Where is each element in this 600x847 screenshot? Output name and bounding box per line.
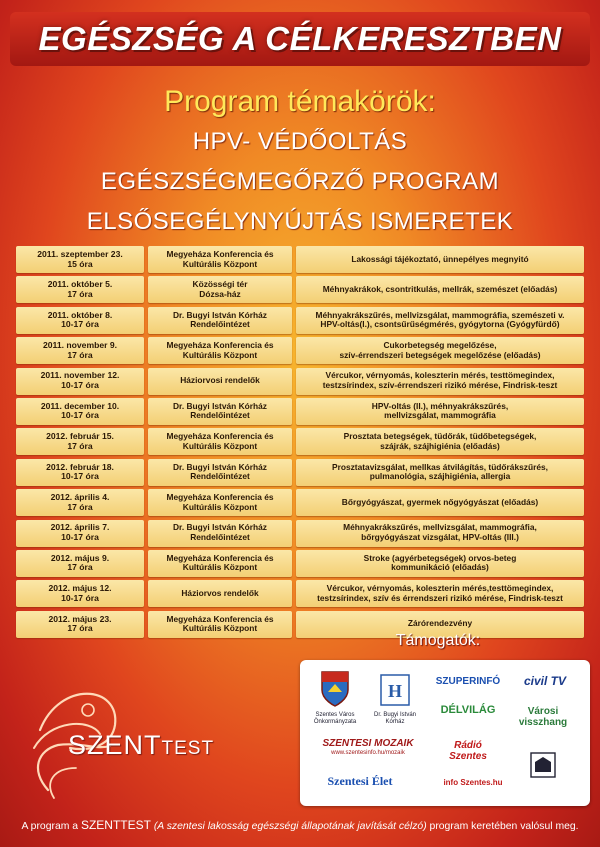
sponsor-infoszentes: info Szentes.hu (443, 778, 503, 787)
event-cell: Prosztata betegségek, tüdőrák, tüdőbetegségek, szájrák, szájhigiénia (előadás) (296, 428, 584, 455)
event-cell: Bőrgyógyászat, gyermek nőgyógyászat (előadás) (296, 489, 584, 516)
event-cell: Lakossági tájékoztató, ünnepélyes megnyitó (296, 246, 584, 273)
venue-cell: Dr. Bugyi István Kórház Rendelőintézet (148, 398, 292, 425)
szenttest-logo (30, 690, 280, 800)
venue-cell: Dr. Bugyi István Kórház Rendelőintézet (148, 307, 292, 334)
sponsors-title: Támogatók: (395, 632, 481, 649)
footer-prefix: A program a (21, 821, 81, 832)
venue-cell: Dr. Bugyi István Kórház Rendelőintézet (148, 459, 292, 486)
event-cell: Vércukor, vérnyomás, koleszterin mérés, testtömegindex, testzsírindex, szív-érrendszeri rizikó mérése, Findrisk-teszt (296, 368, 584, 395)
brand-name (68, 730, 214, 761)
venue-cell: Megyeháza Konferencia és Kultúrális Központ (148, 428, 292, 455)
event-cell: Prosztatavizsgálat, mellkas átvilágítás, tüdőrákszűrés, pulmanológia, szájhigiénia, allergia (296, 459, 584, 486)
sponsors-panel (300, 660, 590, 806)
table-row (16, 428, 584, 455)
date-cell: 2011. október 8. 10-17 óra (16, 307, 144, 334)
event-cell: HPV-oltás (II.), méhnyakrákszűrés, mellvizsgálat, mammográfia (296, 398, 584, 425)
schedule-table (16, 246, 584, 641)
date-cell: 2012. május 9. 17 óra (16, 550, 144, 577)
table-row (16, 580, 584, 607)
venue-cell: Háziorvos rendelők (148, 580, 292, 607)
venue-cell: Megyeháza Konferencia és Kultúrális Központ (148, 550, 292, 577)
event-cell: Cukorbetegség megelőzése, szív-érrendszeri betegségek megelőzése (előadás) (296, 337, 584, 364)
date-cell: 2012. április 7. 10-17 óra (16, 520, 144, 547)
sponsor-mozaik-url: www.szentesinfo.hu/mozaik (331, 750, 405, 756)
date-cell: 2011. december 10. 10-17 óra (16, 398, 144, 425)
date-cell: 2012. május 12. 10-17 óra (16, 580, 144, 607)
sponsor-korhaz: Dr. Bugyi István Kórház (373, 712, 417, 725)
date-cell: 2012. február 18. 10-17 óra (16, 459, 144, 486)
sponsor-szentesi-elet: Szentesi Élet (327, 774, 393, 788)
sponsor-onkormanyzat: Szentes Város Önkormányzata (313, 712, 357, 725)
footer-brand-name: SZENTTEST (80, 818, 151, 832)
svg-text:H: H (387, 681, 403, 701)
table-row (16, 489, 584, 516)
topic-health-program: EGÉSZSÉGMEGŐRZŐ PROGRAM (100, 168, 500, 195)
footer-note (0, 818, 600, 832)
sponsor-radio: Rádió Szentes (449, 740, 487, 762)
venue-cell: Megyeháza Konferencia és Kultúrális Központ (148, 246, 292, 273)
date-cell: 2012. április 4. 17 óra (16, 489, 144, 516)
event-cell: Méhnyakrákszűrés, mellvizsgálat, mammográfia, bőrgyógyászat vizsgálat, HPV-oltás (III.) (296, 520, 584, 547)
table-row (16, 368, 584, 395)
brand-name-small: TEST (161, 738, 215, 759)
topics-heading: Program témakörök: (164, 85, 436, 118)
coat-of-arms-icon (318, 668, 352, 708)
table-row (16, 520, 584, 547)
topic-hpv: HPV- VÉDŐOLTÁS (192, 128, 408, 155)
date-cell: 2012. február 15. 17 óra (16, 428, 144, 455)
event-cell: Stroke (agyérbetegségek) orvos-beteg kommunikáció (előadás) (296, 550, 584, 577)
date-cell: 2011. november 12. 10-17 óra (16, 368, 144, 395)
hospital-logo-icon (380, 674, 410, 706)
table-row (16, 337, 584, 364)
table-row (16, 459, 584, 486)
venue-cell: Megyeháza Konferencia és Kultúrális Központ (148, 611, 292, 638)
sponsor-varosi: Városi visszhang (518, 706, 568, 728)
venue-cell: Dr. Bugyi István Kórház Rendelőintézet (148, 520, 292, 547)
date-cell: 2011. november 9. 17 óra (16, 337, 144, 364)
table-row (16, 307, 584, 334)
venue-cell: Közösségi tér Dózsa-ház (148, 276, 292, 303)
building-icon (530, 752, 556, 778)
footer-note-text: (A szentesi lakosság egészségi állapotának javítását célzó) (153, 821, 427, 832)
title-banner (8, 8, 592, 70)
event-cell: Vércukor, vérnyomás, koleszterin mérés,testtömegindex, testzsírindex, szív és érrendszeri rizikó mérése, Findrisk-teszt (296, 580, 584, 607)
topics-section (0, 82, 600, 242)
date-cell: 2012. május 23. 17 óra (16, 611, 144, 638)
footer-suffix: program keretében valósul meg. (426, 821, 579, 832)
sponsor-mozaik: SZENTESI MOZAIK (322, 738, 414, 749)
venue-cell: Megyeháza Konferencia és Kultúrális Központ (148, 489, 292, 516)
page-title: EGÉSZSÉG A CÉLKERESZTBEN (38, 20, 562, 57)
date-cell: 2011. szeptember 23. 15 óra (16, 246, 144, 273)
venue-cell: Háziorvosi rendelők (148, 368, 292, 395)
table-row (16, 398, 584, 425)
sponsor-delvilag: DÉLVILÁG (440, 704, 496, 716)
table-row (16, 550, 584, 577)
table-row (16, 276, 584, 303)
topic-first-aid: ELSŐSEGÉLYNYÚJTÁS ISMERETEK (86, 208, 514, 235)
table-row (16, 246, 584, 273)
brand-name-main: SZENT (68, 730, 162, 760)
event-cell: Zárórendezvény (296, 611, 584, 638)
event-cell: Méhnyakrákszűrés, mellvizsgálat, mammográfia, szemészeti v. HPV-oltás(I.), csontsűrűségmérés, gyógytorna (Gyógyfürdő) (296, 307, 584, 334)
event-cell: Méhnyakrákok, csontritkulás, mellrák, szemészet (előadás) (296, 276, 584, 303)
venue-cell: Megyeháza Konferencia és Kultúrális Központ (148, 337, 292, 364)
sponsor-szuperinfo: SZUPERINFÓ (435, 676, 501, 687)
date-cell: 2011. október 5. 17 óra (16, 276, 144, 303)
sponsor-civiltv: civil TV (523, 674, 567, 688)
